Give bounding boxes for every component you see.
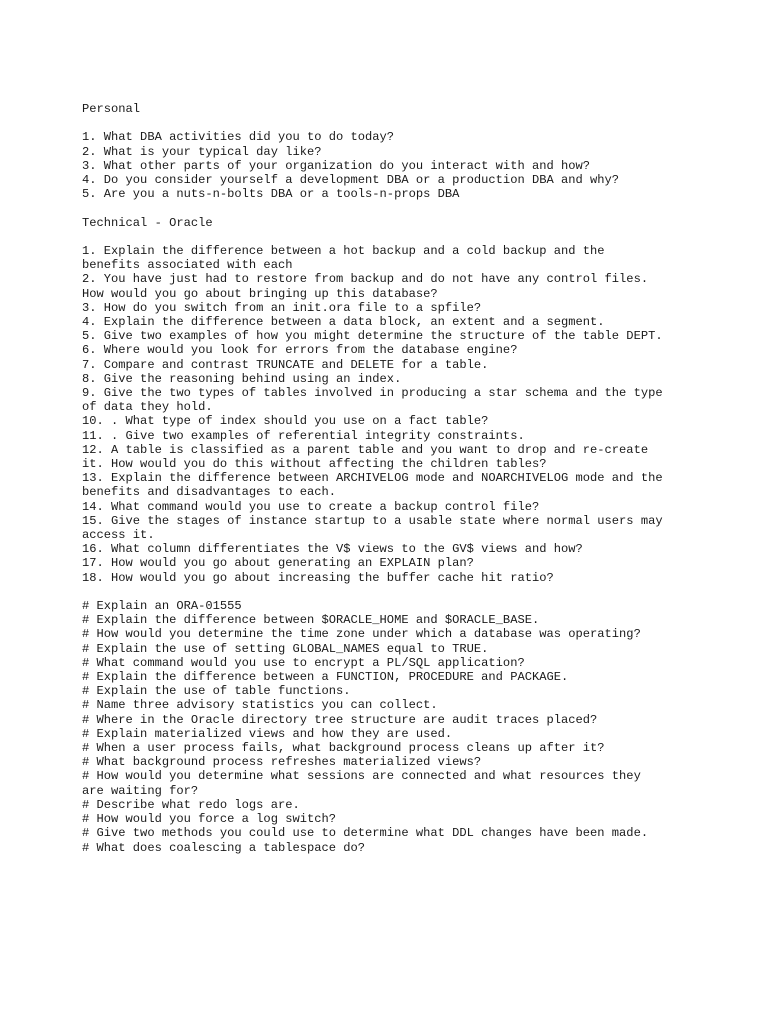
bullet-question-item: # Give two methods you could use to determine what DDL changes have been made. xyxy=(82,826,649,841)
question-item: 1. What DBA activities did you to do today? xyxy=(82,130,395,145)
question-item: 3. How do you switch from an init.ora file to a spfile? xyxy=(82,300,482,315)
question-item: 5. Are you a nuts-n-bolts DBA or a tools-n-props DBA xyxy=(82,187,460,202)
spacer xyxy=(82,230,722,244)
question-item: 11. . Give two examples of referential integrity constraints. xyxy=(82,428,525,443)
bullet-question-item: # Explain the use of setting GLOBAL_NAMES equal to TRUE. xyxy=(82,641,489,656)
question-item: 10. . What type of index should you use on a fact table? xyxy=(82,414,489,429)
bullet-question-item: # Explain the difference between $ORACLE_HOME and $ORACLE_BASE. xyxy=(82,613,540,628)
bullet-question-item: # Explain the use of table functions. xyxy=(82,684,351,699)
bullet-question-item: # Explain an ORA-01555 xyxy=(82,599,242,614)
question-item: 7. Compare and contrast TRUNCATE and DELETE for a table. xyxy=(82,357,489,372)
bullet-question-item: # What command would you use to encrypt a PL/SQL application? xyxy=(82,655,525,670)
bullet-question-item: # When a user process fails, what background process cleans up after it? xyxy=(82,741,605,756)
bullet-question-item: # Name three advisory statistics you can collect. xyxy=(82,698,438,713)
question-item: 18. How would you go about increasing the buffer cache hit ratio? xyxy=(82,570,554,585)
question-item: 4. Explain the difference between a data block, an extent and a segment. xyxy=(82,315,605,329)
bullet-question-item: # How would you determine the time zone under which a database was operating? xyxy=(82,627,641,642)
misc-question-list xyxy=(82,599,722,855)
spacer xyxy=(82,201,722,215)
question-item: 14. What command would you use to create a backup control file? xyxy=(82,499,540,514)
question-item: 12. A table is classified as a parent table and you want to drop and re-create it. How would you do this without affecting the children tables? xyxy=(82,442,649,472)
bullet-question-item: # How would you force a log switch? xyxy=(82,812,337,827)
personal-question-list xyxy=(82,130,722,201)
question-item: 4. Do you consider yourself a development DBA or a production DBA and why? xyxy=(82,173,620,187)
spacer xyxy=(82,116,722,130)
question-item: 1. Explain the difference between a hot backup and a cold backup and the benefits associated with each xyxy=(82,243,605,273)
bullet-question-item: # Describe what redo logs are. xyxy=(82,797,300,812)
section-heading-technical: Technical - Oracle xyxy=(82,215,213,230)
technical-question-list xyxy=(82,244,722,585)
bullet-question-item: # Where in the Oracle directory tree structure are audit traces placed? xyxy=(82,712,598,727)
question-item: 6. Where would you look for errors from the database engine? xyxy=(82,343,518,358)
question-item: 2. You have just had to restore from backup and do not have any control files. How would you go about bringing up this database? xyxy=(82,272,649,301)
bullet-question-item: # What background process refreshes materialized views? xyxy=(82,755,482,770)
question-item: 16. What column differentiates the V$ views to the GV$ views and how? xyxy=(82,542,583,557)
question-item: 9. Give the two types of tables involved in producing a star schema and the type of data they hold. xyxy=(82,386,663,415)
question-item: 13. Explain the difference between ARCHIVELOG mode and NOARCHIVELOG mode and the benefits and disadvantages to each. xyxy=(82,471,663,500)
document-page xyxy=(82,102,722,855)
spacer xyxy=(82,585,722,599)
bullet-question-item: # What does coalescing a tablespace do? xyxy=(82,840,366,855)
question-item: 5. Give two examples of how you might determine the structure of the table DEPT. xyxy=(82,329,663,344)
question-item: 15. Give the stages of instance startup to a usable state where normal users may access it. xyxy=(82,513,663,543)
bullet-question-item: # Explain materialized views and how they are used. xyxy=(82,726,453,741)
section-heading-personal: Personal xyxy=(82,102,141,116)
question-item: 2. What is your typical day like? xyxy=(82,144,322,159)
bullet-question-item: # How would you determine what sessions are connected and what resources they are waiting for? xyxy=(82,769,641,798)
question-item: 17. How would you go about generating an EXPLAIN plan? xyxy=(82,556,474,571)
bullet-question-item: # Explain the difference between a FUNCTION, PROCEDURE and PACKAGE. xyxy=(82,670,569,685)
question-item: 8. Give the reasoning behind using an index. xyxy=(82,371,402,386)
question-item: 3. What other parts of your organization do you interact with and how? xyxy=(82,158,591,173)
